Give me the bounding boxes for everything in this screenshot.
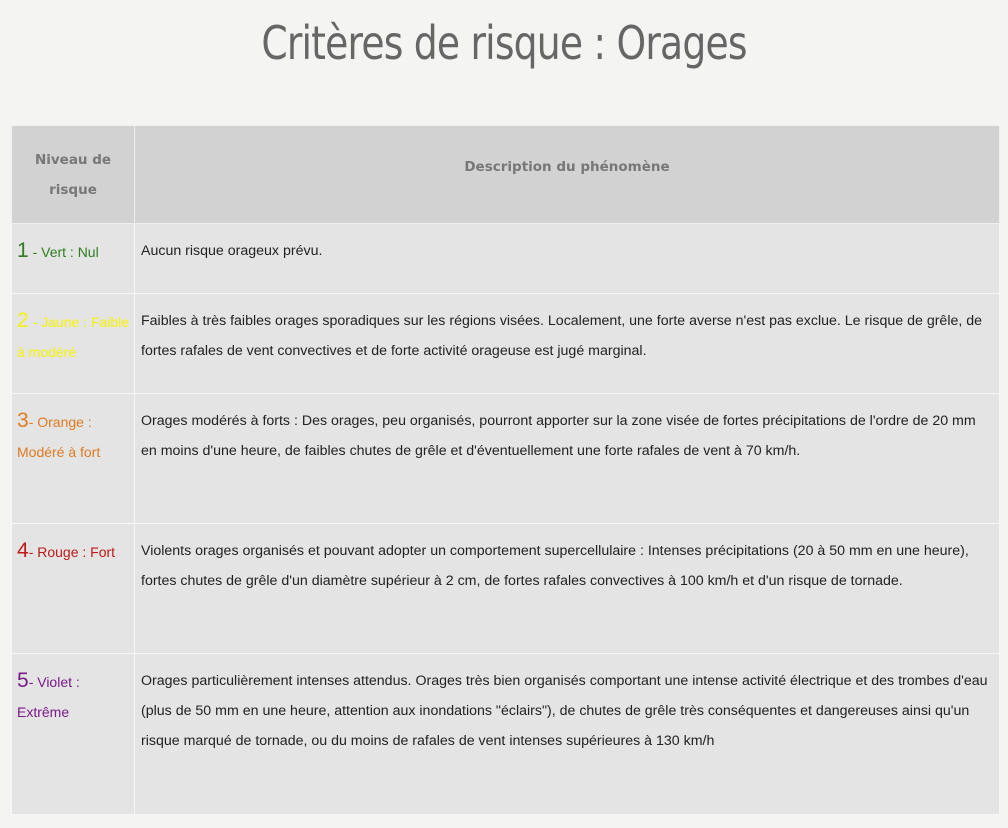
risk-level-label: - Orange : Modéré à fort — [17, 414, 101, 460]
header-risk-level: Niveau de risque — [12, 126, 135, 224]
risk-level-label: - Rouge : Fort — [28, 544, 116, 560]
risk-level-cell — [12, 224, 135, 294]
risk-level-number: 1 — [17, 239, 29, 262]
table-row — [12, 524, 1000, 654]
table-row — [12, 224, 1000, 294]
table-row — [12, 394, 1000, 524]
risk-level-number: 5 — [17, 669, 29, 692]
header-description — [135, 126, 1000, 224]
risk-description-cell: Orages modérés à forts : Des orages, peu organisés, pourront apporter sur la zone visée de fortes précipitations de l'ordre de 20 mm en moins d'une heure, de faibles chutes de grêle et d'éventuellement une forte rafales de vent à 70 km/h. — [135, 394, 1000, 524]
header-description-label: Description du phénomène — [464, 158, 670, 175]
risk-level-label: - Vert : Nul — [28, 244, 99, 260]
risk-level-cell — [12, 524, 135, 654]
table-header-row — [12, 126, 1000, 224]
risk-level-label: - Violet : Extrême — [17, 674, 80, 720]
table-row — [12, 654, 1000, 815]
risk-description-cell: Violents orages organisés et pouvant adopter un comportement supercellulaire : Intenses précipitations (20 à 50 mm en une heure), fortes chutes de grêle d'un diamètre supérieur à 2 cm, de fortes rafales convectives à 100 km/h et d'un risque de tornade. — [135, 524, 1000, 654]
risk-level-label: - Jaune : Faible à modéré — [17, 314, 130, 360]
risk-level-number: 2 — [17, 309, 29, 332]
risk-level-cell — [12, 294, 135, 394]
risk-level-cell — [12, 394, 135, 524]
risk-level-number: 3 — [17, 409, 29, 432]
table-row — [12, 294, 1000, 394]
risk-criteria-table — [11, 125, 1000, 815]
risk-description-cell: Faibles à très faibles orages sporadiques sur les régions visées. Localement, une forte averse n'est pas exclue. Le risque de grêle, de fortes rafales de vent convectives et de forte activité orageuse est jugé marginal. — [135, 294, 1000, 394]
risk-description-cell: Orages particulièrement intenses attendus. Orages très bien organisés comportant une intense activité électrique et des trombes d'eau (plus de 50 mm en une heure, attention aux inondations "éclairs"), de chutes de grêle très conséquentes et dangereuses ainsi qu'un risque marqué de tornade, ou du moins de rafales de vent intenses supérieures à 130 km/h — [135, 654, 1000, 815]
risk-level-number: 4 — [17, 539, 29, 562]
risk-level-cell — [12, 654, 135, 815]
risk-description-cell: Aucun risque orageux prévu. — [135, 224, 1000, 294]
page-title: Critères de risque : Orages — [261, 16, 747, 70]
